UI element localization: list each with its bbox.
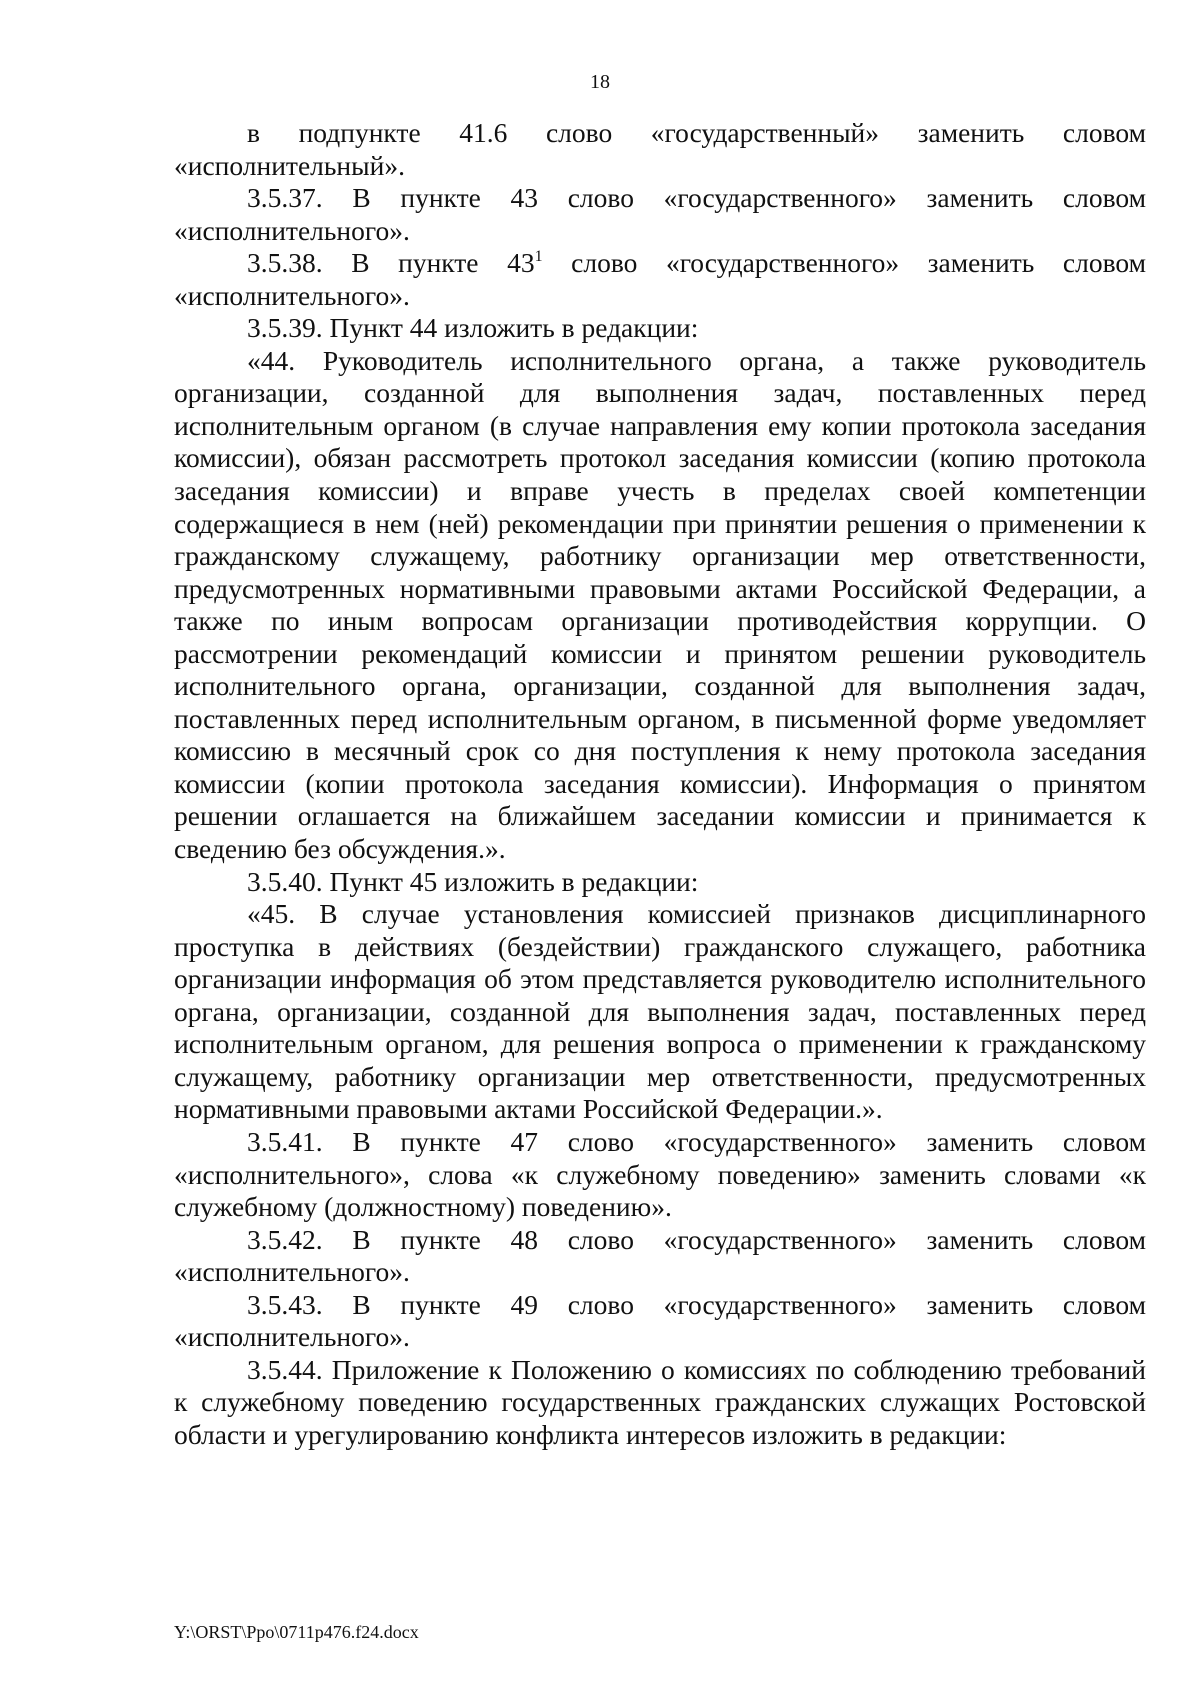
paragraph-3-5-38 <box>174 247 1146 312</box>
paragraph: в подпункте 41.6 слово «государственный» заменить словом «исполнительный». <box>174 117 1146 181</box>
paragraph-text: слово «государственного» заменить словом «исполнительного». <box>174 247 1146 311</box>
paragraph: 3.5.44. Приложение к Положению о комиссиях по соблюдению требований к служебному поведению государственных гражданских служащих Ростовской области и урегулированию конфликта интересов изложить в редакции: <box>174 1353 1146 1450</box>
paragraph: 3.5.40. Пункт 45 изложить в редакции: <box>247 865 699 897</box>
paragraph: «44. Руководитель исполнительного органа, а также руководитель организации, созданной для выполнения задач, поставленных перед исполнительным органом (в случае направления ему копии протокола заседания комиссии), обязан рассмотреть протокол заседания комиссии (копию протокола заседания комиссии) и вправе учесть в пределах своей компетенции содержащиеся в нем (ней) рекомендации при принятии решения о применении к гражданскому служащему, работнику организации мер ответственности, предусмотренных нормативными правовыми актами Российской Федерации, а также по иным вопросам организации противодействия коррупции. О рассмотрении рекомендаций комиссии и принятом решении руководитель исполнительного органа, организации, созданной для выполнения задач, поставленных перед исполнительным органом, в письменной форме уведомляет комиссию в месячный срок со дня поступления к нему протокола заседания комиссии (копии протокола заседания комиссии). Информация о принятом решении оглашается на ближайшем заседании комиссии и принимается к сведению без обсуждения.». <box>174 344 1146 865</box>
paragraph-text: 3.5.38. В пункте 43 <box>247 247 535 279</box>
superscript: 1 <box>534 248 543 266</box>
paragraph: 3.5.37. В пункте 43 слово «государственного» заменить словом «исполнительного». <box>174 182 1146 246</box>
paragraph: 3.5.39. Пункт 44 изложить в редакции: <box>247 312 699 344</box>
page-number: 18 <box>590 71 610 93</box>
paragraph: 3.5.43. В пункте 49 слово «государственного» заменить словом «исполнительного». <box>174 1288 1146 1353</box>
paragraph: «45. В случае установления комиссией признаков дисциплинарного проступка в действиях (бездействии) гражданского служащего, работника организации информация об этом представляется руководителю исполнительного органа, организации, созданной для выполнения задач, поставленных перед исполнительным органом, для решения вопроса о применении к гражданскому служащему, работнику организации мер ответственности, предусмотренных нормативными правовыми актами Российской Федерации.». <box>174 898 1146 1125</box>
footer-file-path: Y:\ORST\Ppo\0711p476.f24.docx <box>174 1622 419 1642</box>
paragraph: 3.5.41. В пункте 47 слово «государственного» заменить словом «исполнительного», слова «к служебному поведению» заменить словами «к служебному (должностному) поведению». <box>174 1125 1146 1223</box>
paragraph: 3.5.42. В пункте 48 слово «государственного» заменить словом «исполнительного». <box>174 1223 1146 1288</box>
document-body <box>174 117 1146 1451</box>
